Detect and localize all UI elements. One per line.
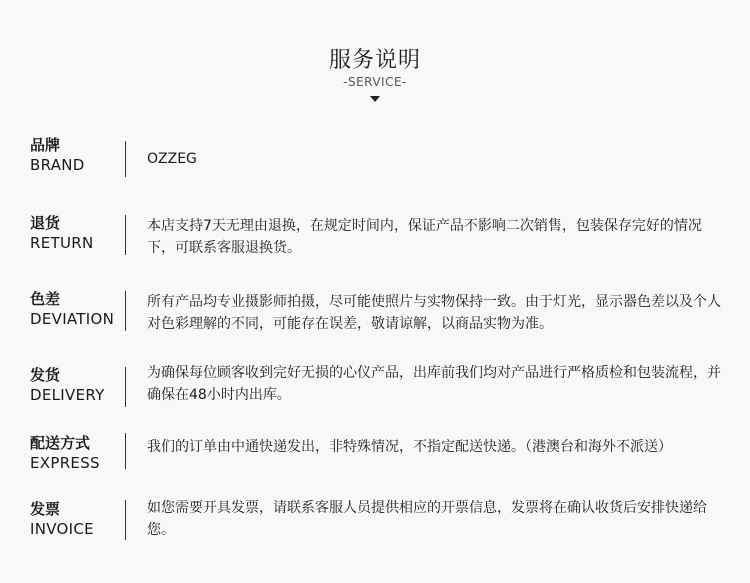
section-divider xyxy=(125,433,126,469)
section-label-en: RETURN xyxy=(30,234,94,252)
section-label-cn: 发票 xyxy=(30,500,61,518)
section-content: 为确保每位顾客收到完好无损的心仪产品，出库前我们均对产品进行严格质检和包装流程，并确保在48小时内出库。 xyxy=(147,365,721,403)
section-label-cn: 品牌 xyxy=(30,136,61,154)
section-divider xyxy=(125,291,126,331)
section-content: OZZEG xyxy=(147,151,197,167)
page-subtitle: -SERVICE- xyxy=(343,75,407,89)
section-label-en: EXPRESS xyxy=(30,454,100,472)
section-label-cn: 发货 xyxy=(30,366,61,384)
section-label-cn: 退货 xyxy=(30,214,61,232)
section-content: 我们的订单由中通快递发出，非特殊情况，不指定配送快递。（港澳台和海外不派送） xyxy=(147,439,672,455)
section-label-cn: 色差 xyxy=(30,290,61,308)
section-label-en: DELIVERY xyxy=(30,386,105,404)
section-divider xyxy=(125,367,126,407)
section-content: 如您需要开具发票，请联系客服人员提供相应的开票信息，发票将在确认收货后安排快递给您。 xyxy=(147,500,707,538)
caret-down-icon xyxy=(370,96,380,102)
section-label-en: BRAND xyxy=(30,156,85,174)
page-title: 服务说明 xyxy=(328,48,421,73)
section-label-cn: 配送方式 xyxy=(30,434,91,452)
section-label-en: INVOICE xyxy=(30,520,94,538)
section-divider xyxy=(125,141,126,177)
section-label-en: DEVIATION xyxy=(30,310,115,328)
section-divider xyxy=(125,500,126,540)
section-divider xyxy=(125,215,126,255)
section-content: 所有产品均专业摄影师拍摄，尽可能使照片与实物保持一致。由于灯光，显示器色差以及个人对色彩理解的不同，可能存在误差，敬请谅解，以商品实物为准。 xyxy=(147,294,721,332)
section-content: 本店支持7天无理由退换，在规定时间内，保证产品不影响二次销售，包装保存完好的情况下，可联系客服退换货。 xyxy=(147,218,702,256)
